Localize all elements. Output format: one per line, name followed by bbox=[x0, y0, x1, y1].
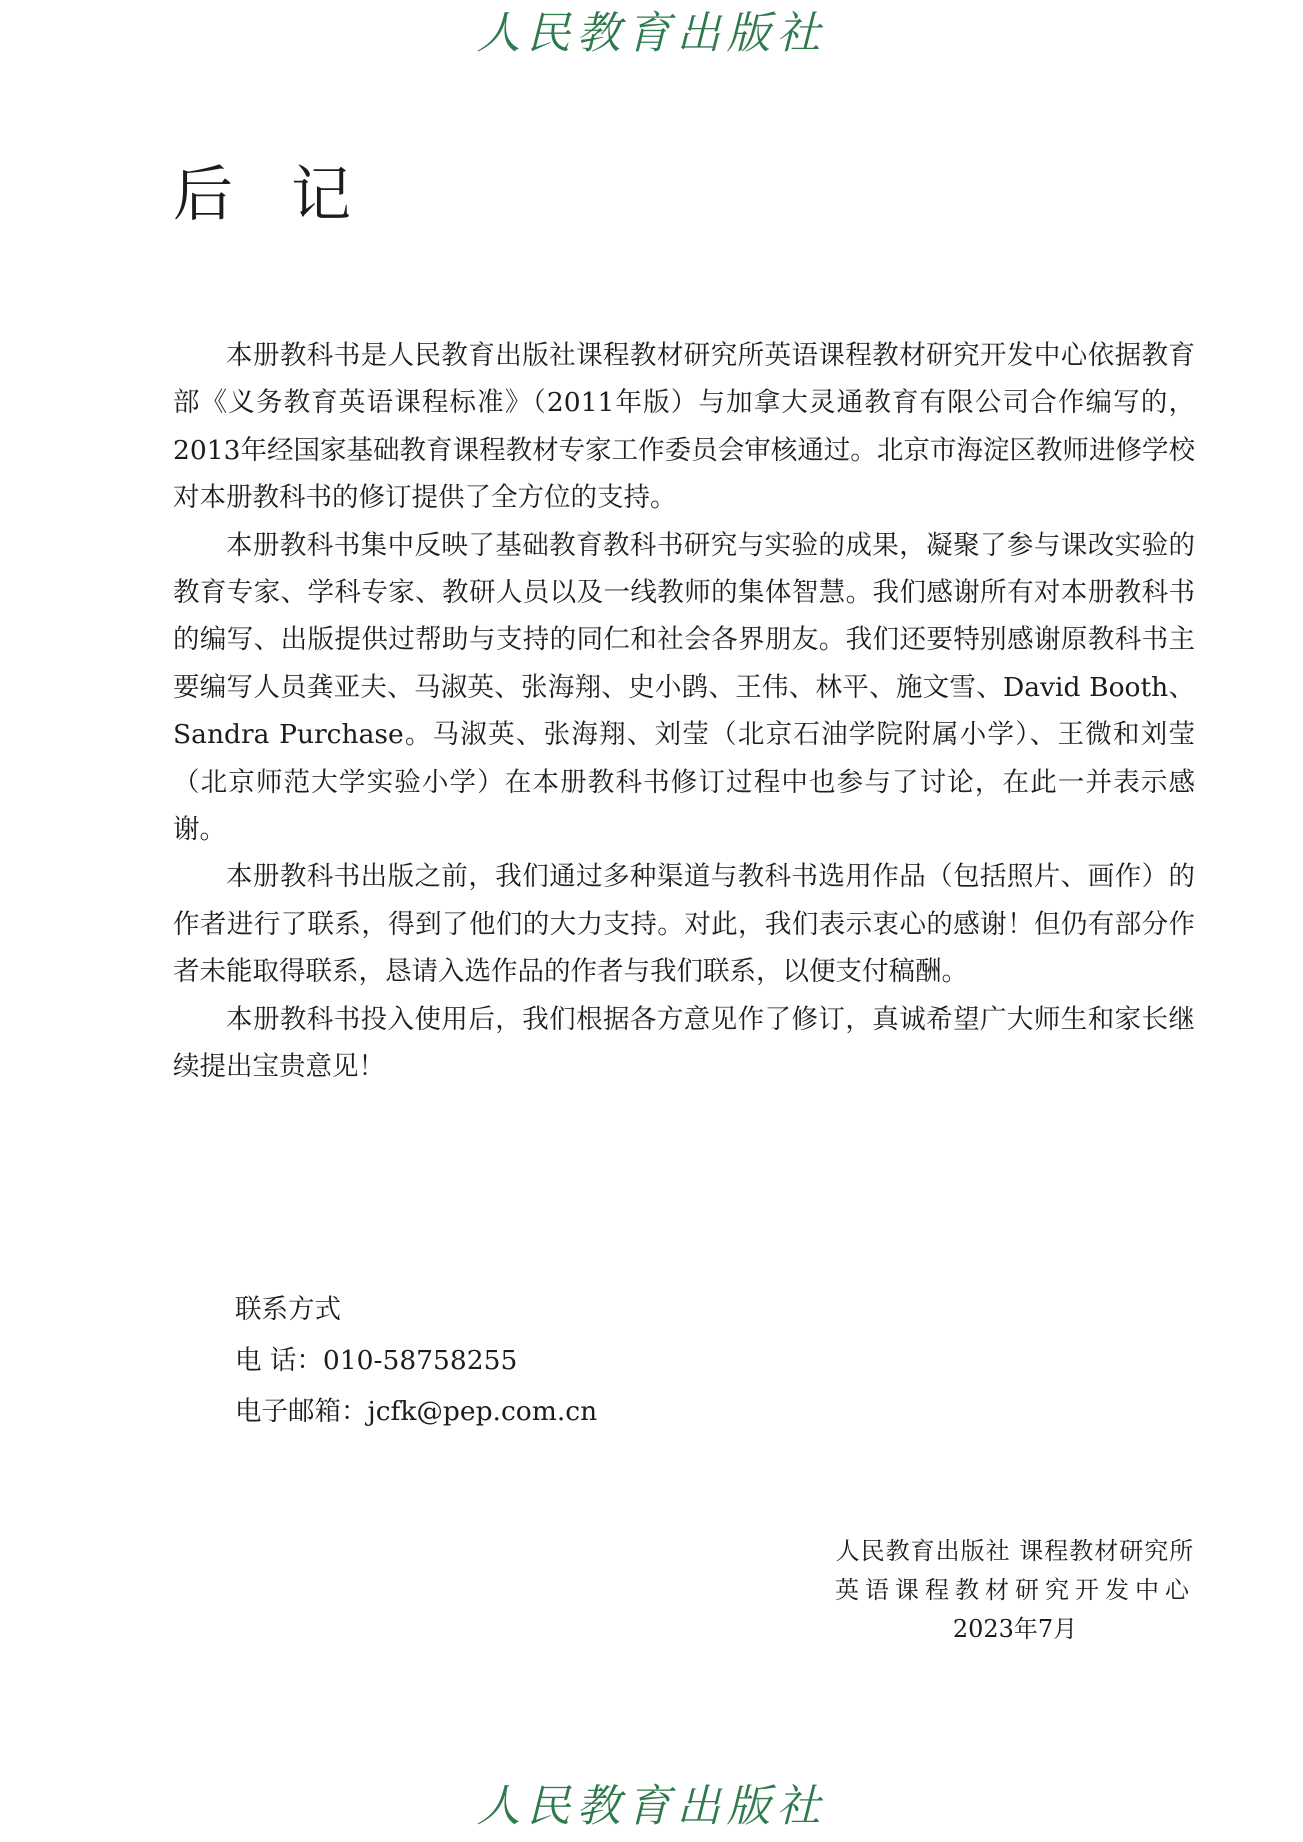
signature-date: 2023年7月 bbox=[952, 1615, 1078, 1643]
paragraph: 本册教科书出版之前，我们通过多种渠道与教科书选用作品（包括照片、画作）的作者进行了联系，得到了他们的大力支持。对此，我们表示衷心的感谢！但仍有部分作者未能取得联系，恳请入选作品的作者与我们联系，以便支付稿酬。 bbox=[173, 861, 1195, 988]
contact-phone: 电 话：010-58758255 bbox=[235, 1345, 518, 1376]
paragraph: 本册教科书是人民教育出版社课程教材研究所英语课程教材研究开发中心依据教育部《义务教育英语课程标准》（2011年版）与加拿大灵通教育有限公司合作编写的，2013年经国家基础教育课程教材专家工作委员会审核通过。北京市海淀区教师进修学校对本册教科书的修订提供了全方位的支持。 bbox=[173, 340, 1195, 514]
paragraph: 本册教科书集中反映了基础教育教科书研究与实验的成果，凝聚了参与课改实验的教育专家、学科专家、教研人员以及一线教师的集体智慧。我们感谢所有对本册教科书的编写、出版提供过帮助与支持的同仁和社会各界朋友。我们还要特别感谢原教科书主要编写人员龚亚夫、马淑英、张海翔、史小鹍、王伟、林平、施文雪、David Booth、Sandra Purchase。马淑英、张海翔、刘莹（北京石油学院附属小学）、王微和刘莹（北京师范大学实验小学）在本册教科书修订过程中也参与了讨论，在此一并表示感谢。 bbox=[173, 529, 1195, 846]
signature-publisher: 人民教育出版社 课程教材研究所 bbox=[835, 1537, 1195, 1565]
publisher-logo-top: 人民教育出版社 bbox=[476, 8, 827, 59]
publisher-logo-bottom: 人民教育出版社 bbox=[476, 1781, 827, 1832]
paragraph: 本册教科书投入使用后，我们根据各方意见作了修订，真诚希望广大师生和家长继续提出宝贵意见！ bbox=[173, 1003, 1195, 1083]
contact-email: 电子邮箱：jcfk@pep.com.cn bbox=[235, 1396, 598, 1427]
contact-heading: 联系方式 bbox=[235, 1294, 341, 1325]
signature-center: 英语课程教材研究开发中心 bbox=[835, 1576, 1195, 1604]
signature-block bbox=[835, 1532, 1195, 1649]
afterword-body bbox=[173, 332, 1195, 1091]
contact-info bbox=[235, 1284, 597, 1437]
page-title: 后记 bbox=[173, 160, 409, 230]
